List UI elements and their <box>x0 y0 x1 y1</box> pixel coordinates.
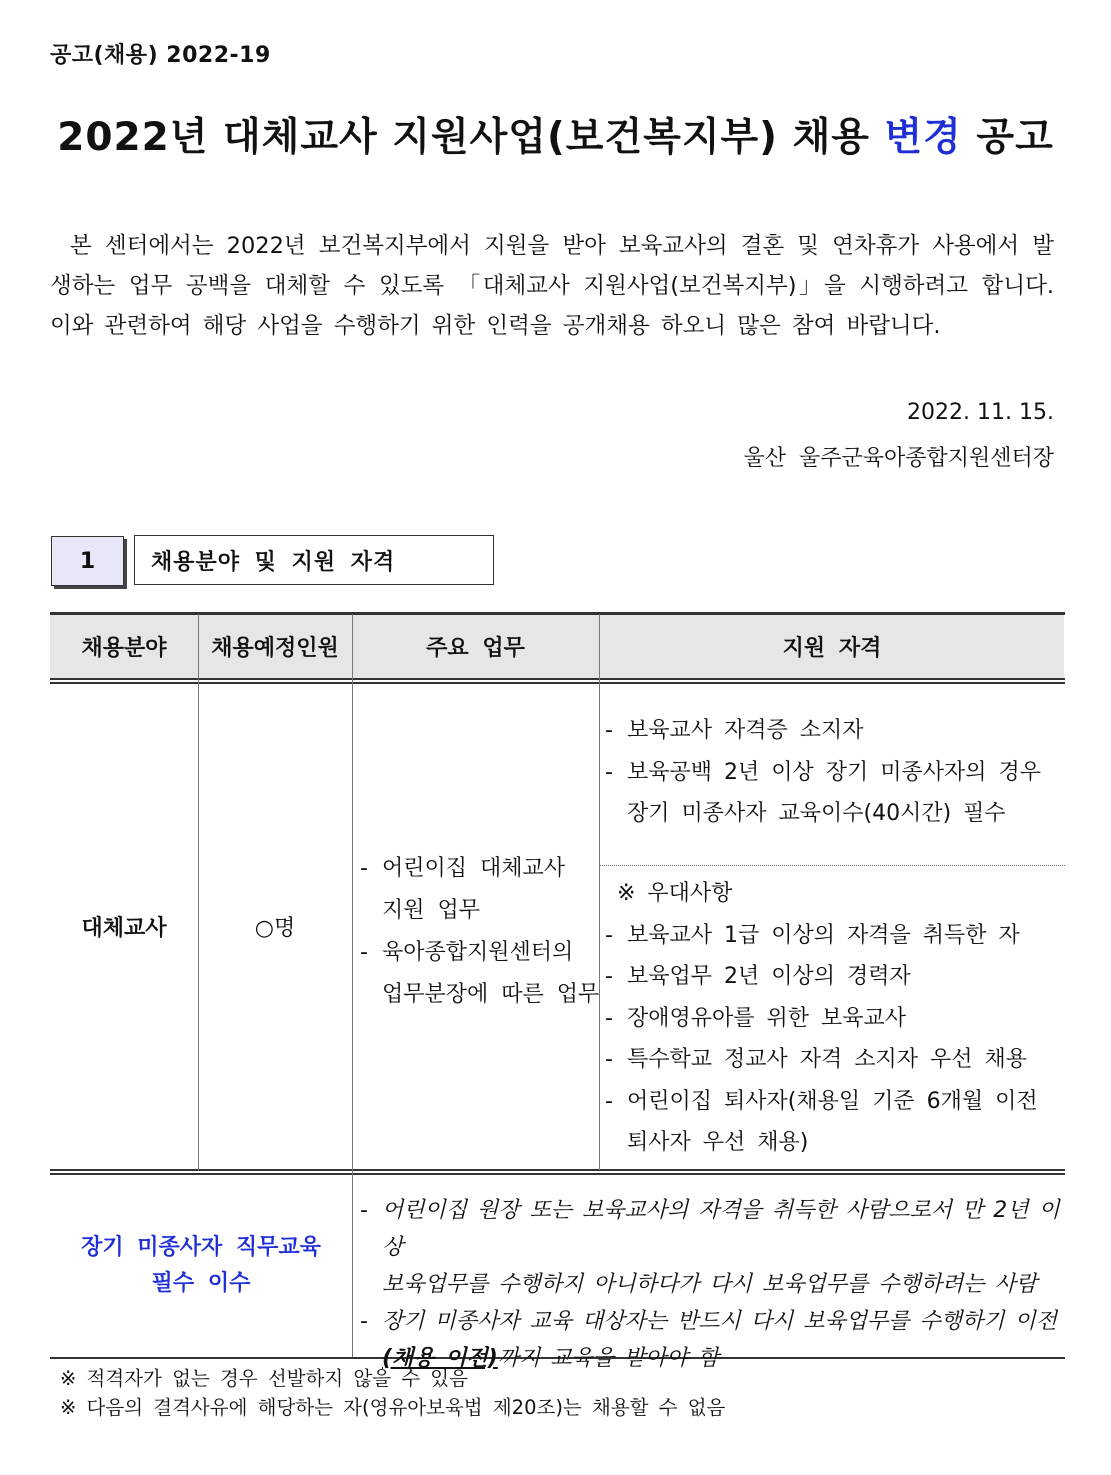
row-divider-1 <box>50 1169 1065 1171</box>
preferences-title: ※ 우대사항 <box>617 881 733 906</box>
signer-name: 울산 울주군육아종합지원센터장 <box>743 446 1054 471</box>
preference-item: 퇴사자 우선 채용) <box>627 1130 809 1155</box>
col-divider-2 <box>352 614 353 1357</box>
requirement-item: (채용 이전)까지 교육을 받아야 함 <box>382 1346 720 1371</box>
section-title: 채용분야 및 지원 자격 <box>134 535 494 585</box>
preference-item: - 보육교사 1급 이상의 자격을 취득한 자 <box>605 915 1065 957</box>
qualification-item: - 보육교사 자격증 소지자 <box>605 710 1065 752</box>
preference-item: - 특수학교 정교사 자격 소지자 우선 채용 <box>605 1039 1065 1081</box>
field-cell: 대체교사 <box>81 916 167 941</box>
requirement-item: 보육업무를 수행하지 아니하다가 다시 보육업무를 수행하려는 사람 <box>382 1272 1038 1297</box>
duty-item: - 어린이집 대체교사 지원 업무 <box>360 848 600 932</box>
document-number: 공고(채용) 2022-19 <box>50 43 271 68</box>
requirement-item: - 장기 미종사자 교육 대상자는 반드시 다시 보육업무를 수행하기 이전 <box>360 1303 1060 1340</box>
qualification-item: 장기 미종사자 교육이수(40시간) 필수 <box>627 801 1006 826</box>
qualification-item: - 보육공백 2년 이상 장기 미종사자의 경우 <box>605 752 1065 794</box>
intro-paragraph <box>50 226 1054 346</box>
duties-cell <box>360 848 600 1016</box>
header-duties: 주요 업무 <box>426 635 525 661</box>
page-title <box>0 106 1111 162</box>
footnotes <box>60 1364 725 1422</box>
footnote: ※ 적격자가 없는 경우 선발하지 않을 수 있음 <box>60 1367 468 1390</box>
footnote: ※ 다음의 결격사유에 해당하는 자(영유아보육법 제20조)는 채용할 수 없음 <box>60 1396 726 1419</box>
dotted-divider <box>600 865 1065 866</box>
qualifications-list <box>605 710 1065 835</box>
long-term-requirements <box>360 1192 1060 1377</box>
section-number-box: 1 <box>51 536 124 586</box>
header-qualifications: 지원 자격 <box>782 635 882 661</box>
announcement-date: 2022. 11. 15. <box>907 400 1054 425</box>
headcount-cell: ○명 <box>254 916 296 941</box>
header-field: 채용분야 <box>81 635 167 661</box>
preference-item: - 보육업무 2년 이상의 경력자 <box>605 956 1065 998</box>
header-headcount: 채용예정인원 <box>211 635 339 661</box>
preference-item: - 장애영유아를 위한 보육교사 <box>605 998 1065 1040</box>
intro-text: 본 센터에서는 2022년 보건복지부에서 지원을 받아 보육교사의 결혼 및 연차휴가 사용에서 발생하는 업무 공백을 대체할 수 있도록 「대체교사 지원사업(보건복지부)」을 시행하려고 합니다. 이와 관련하여 해당 사업을 수행하기 위한 인력을 공개채용 하오니 많은 참여 바랍니다. <box>50 233 1054 339</box>
preferences-list <box>605 873 1065 1164</box>
header-divider-1 <box>50 678 1065 680</box>
long-term-label: 장기 미종사자 직무교육 필수 이수 <box>81 1235 321 1296</box>
emphasis-text: (채용 이전) <box>382 1346 498 1371</box>
duty-item: - 육아종합지원센터의 업무분장에 따른 업무 <box>360 932 600 1016</box>
title-part2: 공고 <box>961 115 1054 160</box>
title-highlight: 변경 <box>884 115 962 160</box>
title-part1: 2022년 대체교사 지원사업(보건복지부) 채용 <box>57 115 885 160</box>
requirement-item: - 어린이집 원장 또는 보육교사의 자격을 취득한 사람으로서 만 2년 이상 <box>360 1192 1060 1266</box>
preference-item: - 어린이집 퇴사자(채용일 기준 6개월 이전 <box>605 1081 1065 1123</box>
